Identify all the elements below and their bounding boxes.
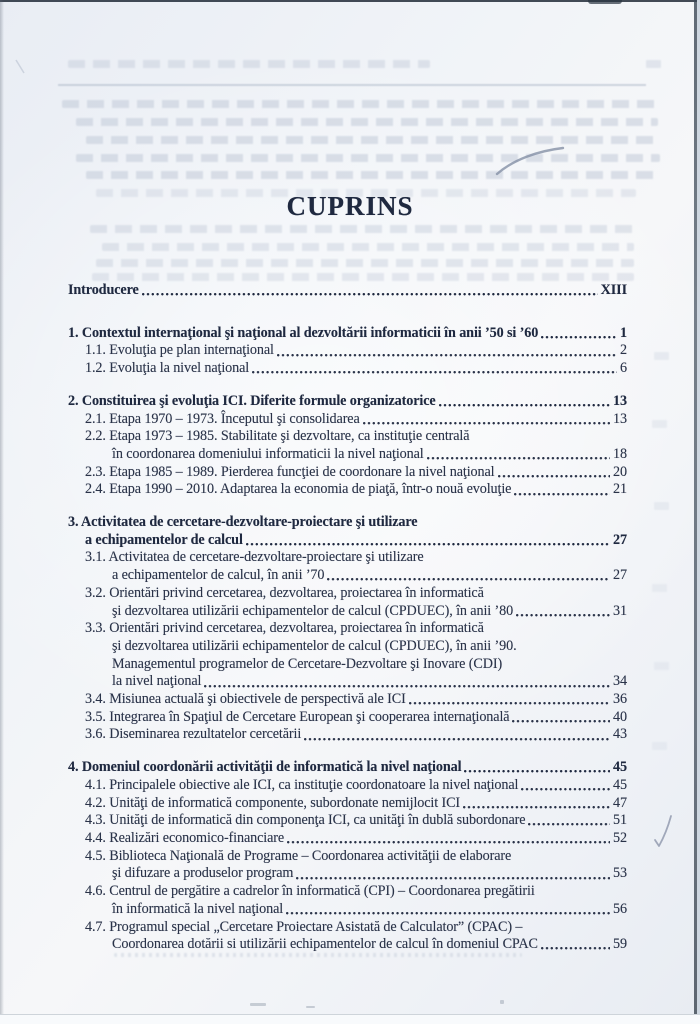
dot-leader — [460, 795, 613, 813]
toc-line — [68, 446, 627, 464]
toc-entry-text: 4.2. Unităţi de informatică componente, subordonate nemijlocit ICI — [85, 794, 461, 811]
page-number: 21 — [613, 481, 627, 498]
page-number: 36 — [613, 691, 627, 708]
toc-entry-text: 2. Constituirea şi evoluţia ICI. Diferite formule organizatorice — [68, 392, 436, 409]
toc-line — [68, 325, 627, 343]
scan-edge-left — [0, 0, 4, 1024]
scan-edge-notch — [588, 0, 622, 4]
toc-line — [68, 282, 627, 300]
dot-leader — [201, 673, 613, 691]
page-number: 56 — [613, 900, 627, 917]
toc-line — [68, 411, 627, 429]
toc-entry-text: 3.6. Diseminarea rezultatelor cercetării — [85, 726, 302, 743]
page-number: 45 — [613, 759, 627, 776]
dot-leader — [324, 567, 613, 585]
dot-leader — [538, 936, 613, 954]
page-number: 2 — [620, 342, 627, 359]
toc-line — [68, 865, 627, 883]
toc-entry-text: la nivel naţional — [112, 673, 202, 690]
page-number: 47 — [613, 794, 627, 811]
toc-line — [68, 795, 627, 813]
dot-leader — [436, 393, 613, 411]
toc-line — [68, 777, 627, 795]
toc-line — [68, 393, 627, 411]
toc-entry-text: 3. Activitatea de cercetare-dezvoltare-proiectare şi utilizare — [68, 514, 418, 531]
toc-entry-text: 3.3. Orientări privind cercetarea, dezvoltarea, proiectarea în informatică — [85, 620, 484, 637]
table-of-contents — [68, 282, 627, 954]
toc-line — [68, 514, 627, 532]
page-number: 45 — [613, 776, 627, 793]
toc-line — [68, 585, 627, 603]
toc-entry-text: a echipamentelor de calcul — [85, 531, 243, 548]
toc-item — [68, 830, 627, 848]
toc-item — [68, 585, 627, 620]
page-number: 13 — [613, 410, 627, 427]
dot-leader — [249, 360, 620, 378]
toc-introduction — [68, 282, 627, 300]
toc-entry-text: în informatică la nivel naţional — [112, 900, 284, 917]
toc-item — [68, 691, 627, 709]
toc-entry-text: 1. Contextul internaţional şi naţional al dezvoltării informaticii în anii ’50 si ’60 — [68, 324, 539, 341]
dot-leader — [518, 777, 613, 795]
toc-entry-text: 4.6. Centrul de pergătire a cadrelor în informatică (CPI) – Coordonarea pregătirii — [85, 883, 535, 900]
toc-item — [68, 411, 627, 429]
toc-entry-text: şi difuzare a produselor program — [112, 865, 294, 882]
toc-entry-text: a echipamentelor de calcul, în anii ’70 — [112, 567, 325, 584]
toc-line — [68, 936, 627, 954]
toc-section-heading — [68, 325, 627, 343]
page-title: CUPRINS — [286, 191, 414, 221]
dot-leader — [461, 759, 613, 777]
dot-leader — [513, 603, 613, 621]
page-number: 20 — [613, 463, 627, 480]
page-edge-bottom — [0, 1014, 700, 1024]
toc-line — [68, 830, 627, 848]
toc-entry-text: 4.7. Programul special „Cercetare Proiectare Asistată de Calculator” (CPAC) – — [85, 918, 523, 935]
toc-item — [68, 795, 627, 813]
toc-item — [68, 812, 627, 830]
toc-entry-text: 3.4. Misiunea actuală şi obiectivele de perspectivă ale ICI — [85, 691, 406, 708]
toc-line — [68, 759, 627, 777]
page-number: 31 — [613, 602, 627, 619]
toc-entry-text: Coordonarea dotării si utilizării echipamentelor de calcul în domeniul CPAC — [112, 936, 538, 953]
toc-entry-text: 2.4. Etapa 1990 – 2010. Adaptarea la economia de piaţă, într-o nouă evoluţie — [85, 481, 512, 498]
toc-line — [68, 812, 627, 830]
toc-entry-text: 2.1. Etapa 1970 – 1973. Începutul şi consolidarea — [85, 410, 360, 427]
toc-item — [68, 342, 627, 360]
toc-section — [68, 514, 627, 744]
toc-line — [68, 428, 627, 446]
toc-line — [68, 638, 627, 656]
page-number: 27 — [613, 567, 627, 584]
page-number: 27 — [613, 531, 627, 548]
dot-leader — [274, 342, 620, 360]
toc-item — [68, 726, 627, 744]
toc-line — [68, 464, 627, 482]
toc-entry-text: şi dezvoltarea utilizării echipamentelor de calcul (CPDUEC), în anii ’90. — [112, 637, 517, 654]
toc-entry-text: 3.1. Activitatea de cercetare-dezvoltare-proiectare şi utilizare — [85, 549, 424, 566]
toc-item — [68, 428, 627, 463]
dot-leader — [293, 865, 613, 883]
page-number: 40 — [613, 708, 627, 725]
toc-entry-text: Introducere — [68, 282, 139, 298]
page-number: 18 — [613, 445, 627, 462]
toc-line — [68, 691, 627, 709]
toc-section-heading — [68, 393, 627, 411]
page-number: 43 — [613, 726, 627, 743]
toc-entry-text: 4.3. Unităţi de informatică din componenţa ICI, ca unităţi în dublă subordonare — [85, 812, 526, 829]
toc-entry-text: în coordonarea domeniului informaticii la nivel naţional — [112, 445, 424, 462]
dot-leader — [283, 901, 613, 919]
dot-leader — [424, 446, 613, 464]
toc-line — [68, 901, 627, 919]
toc-entry-text: 2.2. Etapa 1973 – 1985. Stabilitate şi dezvoltare, ca instituţie centrală — [85, 428, 470, 445]
toc-entry-text: 1.2. Evoluţia la nivel naţional — [85, 360, 250, 377]
toc-line — [68, 673, 627, 691]
toc-section — [68, 393, 627, 499]
page-number: 53 — [613, 865, 627, 882]
toc-entry-text: 4. Domeniul coordonării activităţii de informatică la nivel naţional — [68, 759, 462, 776]
toc-item — [68, 360, 627, 378]
toc-item — [68, 464, 627, 482]
toc-item — [68, 848, 627, 883]
toc-entry-text: 4.5. Biblioteca Naţională de Programe – Coordonarea activităţii de elaborare — [85, 847, 512, 864]
dot-leader — [538, 325, 620, 343]
toc-line — [68, 342, 627, 360]
dot-leader — [511, 481, 613, 499]
page-number: 13 — [613, 392, 627, 409]
toc-line — [68, 603, 627, 621]
page-number: 52 — [613, 829, 627, 846]
dot-leader — [509, 709, 613, 727]
toc-item — [68, 883, 627, 918]
toc-line — [68, 532, 627, 550]
dot-leader — [406, 691, 613, 709]
toc-entry-text: 3.5. Integrarea în Spaţiul de Cercetare European şi cooperarea internaţională — [85, 708, 510, 725]
toc-entry-text: 2.3. Etapa 1985 – 1989. Pierderea funcţiei de coordonare la nivel naţional — [85, 463, 495, 480]
toc-entry-text: şi dezvoltarea utilizării echipamentelor de calcul (CPDUEC), în anii ’80 — [112, 602, 514, 619]
toc-entry-text: Managementul programelor de Cercetare-Dezvoltare şi Inovare (CDI) — [112, 655, 503, 672]
dot-leader — [301, 726, 613, 744]
toc-line — [68, 620, 627, 638]
toc-item — [68, 620, 627, 691]
toc-section-heading — [68, 514, 627, 549]
toc-line — [68, 848, 627, 866]
toc-entry-text: 1.1. Evoluţia pe plan internaţional — [85, 342, 274, 359]
toc-line — [68, 567, 627, 585]
page-number: 51 — [613, 812, 627, 829]
page-number: XIII — [600, 282, 627, 298]
toc-item — [68, 777, 627, 795]
dot-leader — [139, 282, 601, 300]
toc-line — [68, 709, 627, 727]
dot-leader — [525, 812, 613, 830]
toc-line — [68, 549, 627, 567]
dot-leader — [495, 464, 614, 482]
toc-line — [68, 919, 627, 937]
toc-section — [68, 325, 627, 378]
toc-item — [68, 481, 627, 499]
page-number: 1 — [620, 324, 627, 341]
page-number: 6 — [620, 360, 627, 377]
toc-line — [68, 883, 627, 901]
toc-line — [68, 360, 627, 378]
toc-entry-text: 3.2. Orientări privind cercetarea, dezvoltarea, proiectarea în informatică — [85, 584, 484, 601]
toc-section-heading — [68, 759, 627, 777]
page-number: 34 — [613, 673, 627, 690]
toc-section — [68, 759, 627, 954]
toc-item — [68, 709, 627, 727]
toc-item — [68, 919, 627, 954]
toc-item — [68, 549, 627, 584]
toc-line — [68, 656, 627, 674]
dot-leader — [284, 830, 613, 848]
toc-entry-text: 4.4. Realizări economico-financiare — [85, 829, 285, 846]
toc-line — [68, 726, 627, 744]
toc-entry-text: 4.1. Principalele obiective ale ICI, ca instituţie coordonatoare la nivel naţional — [85, 776, 519, 793]
dot-leader — [360, 411, 613, 429]
dot-leader — [243, 532, 613, 550]
page-number: 59 — [613, 936, 627, 953]
toc-line — [68, 481, 627, 499]
